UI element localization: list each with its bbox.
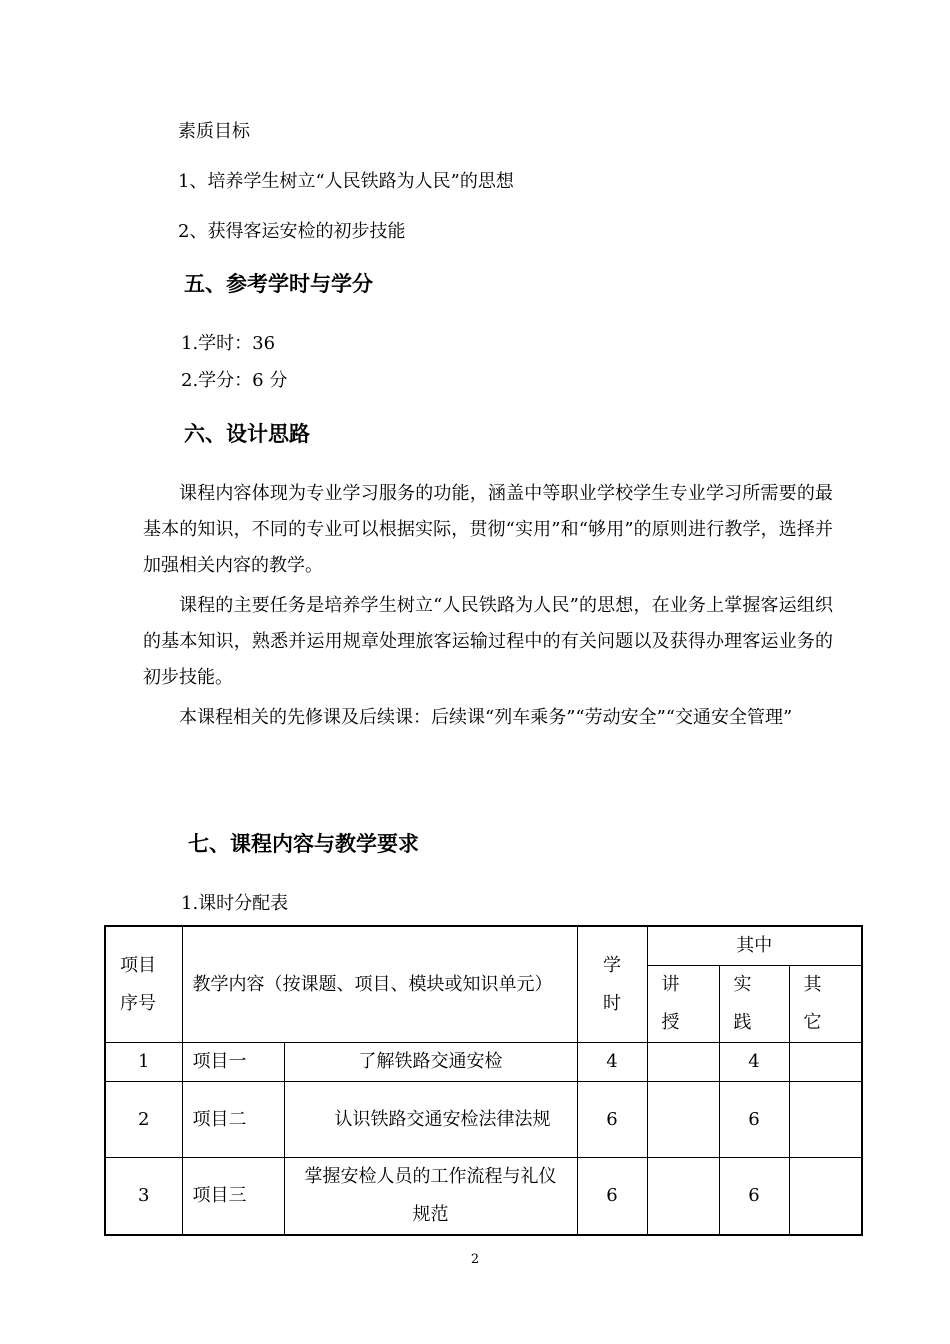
row-topic-text: 掌握安检人员的工作流程与礼仪规范 (304, 1166, 557, 1225)
header-lecture-label: 讲授 (661, 974, 680, 1033)
schedule-table (104, 925, 863, 1236)
header-other (789, 966, 862, 1043)
row-seq: 3 (105, 1158, 182, 1236)
paragraph: 课程内容体现为专业学习服务的功能，涵盖中等职业学校学生专业学习所需要的最基本的知识，不同的专业可以根据实际，贯彻“实用”和“够用”的原则进行教学，选择并加强相关内容的教学。 (143, 483, 833, 576)
row-project: 项目一 (182, 1043, 284, 1082)
row-topic-text: 认识铁路交通安检法律法规 (334, 1108, 551, 1130)
row-topic (284, 1158, 577, 1236)
row-hours: 4 (577, 1043, 647, 1082)
header-seq (105, 926, 182, 1043)
header-of-which: 其中 (647, 926, 862, 966)
header-seq-label: 项目序号 (120, 954, 156, 1014)
section-title: 六、设计思路 (184, 422, 310, 446)
paragraph: 课程的主要任务是培养学生树立“人民铁路为人民”的思想，在业务上掌握客运组织的基本知识，熟悉并运用规章处理旅客运输过程中的有关问题以及获得办理客运业务的初步技能。 (143, 595, 833, 688)
row-project: 项目三 (182, 1158, 284, 1236)
section-title: 七、课程内容与教学要求 (188, 832, 419, 856)
row-topic: 了解铁路交通安检 (284, 1043, 577, 1082)
quality-goal-item: 2、获得客运安检的初步技能 (178, 221, 406, 242)
header-other-label: 其它 (803, 974, 822, 1033)
row-practice: 4 (719, 1043, 789, 1082)
row-seq: 1 (105, 1043, 182, 1082)
table-row (105, 1158, 862, 1236)
section-title: 五、参考学时与学分 (184, 272, 373, 296)
header-practice (719, 966, 789, 1043)
quality-goal-item: 1、培养学生树立“人民铁路为人民”的思想 (178, 171, 514, 192)
paragraph: 本课程相关的先修课及后续课：后续课“列车乘务”“劳动安全”“交通安全管理” (179, 707, 793, 728)
row-hours: 6 (577, 1158, 647, 1236)
header-hours (577, 926, 647, 1043)
row-practice: 6 (719, 1082, 789, 1158)
row-lecture (647, 1158, 719, 1236)
header-content: 教学内容（按课题、项目、模块或知识单元） (182, 926, 577, 1043)
credits-line: 2.学分：6 分 (181, 370, 288, 391)
row-hours: 6 (577, 1082, 647, 1158)
table-row (105, 1043, 862, 1082)
row-topic (284, 1082, 577, 1158)
table-caption: 1.课时分配表 (181, 893, 289, 914)
row-seq: 2 (105, 1082, 182, 1158)
hours-line: 1.学时：36 (181, 333, 276, 354)
header-hours-label: 学时 (603, 954, 621, 1014)
page-number: 2 (470, 1252, 480, 1267)
table-row (105, 1082, 862, 1158)
row-lecture (647, 1043, 719, 1082)
quality-goals-heading: 素质目标 (178, 121, 250, 142)
row-project: 项目二 (182, 1082, 284, 1158)
row-lecture (647, 1082, 719, 1158)
row-other (789, 1082, 862, 1158)
header-practice-label: 实践 (733, 974, 752, 1033)
row-other (789, 1158, 862, 1236)
row-other (789, 1043, 862, 1082)
row-practice: 6 (719, 1158, 789, 1236)
header-lecture (647, 966, 719, 1043)
